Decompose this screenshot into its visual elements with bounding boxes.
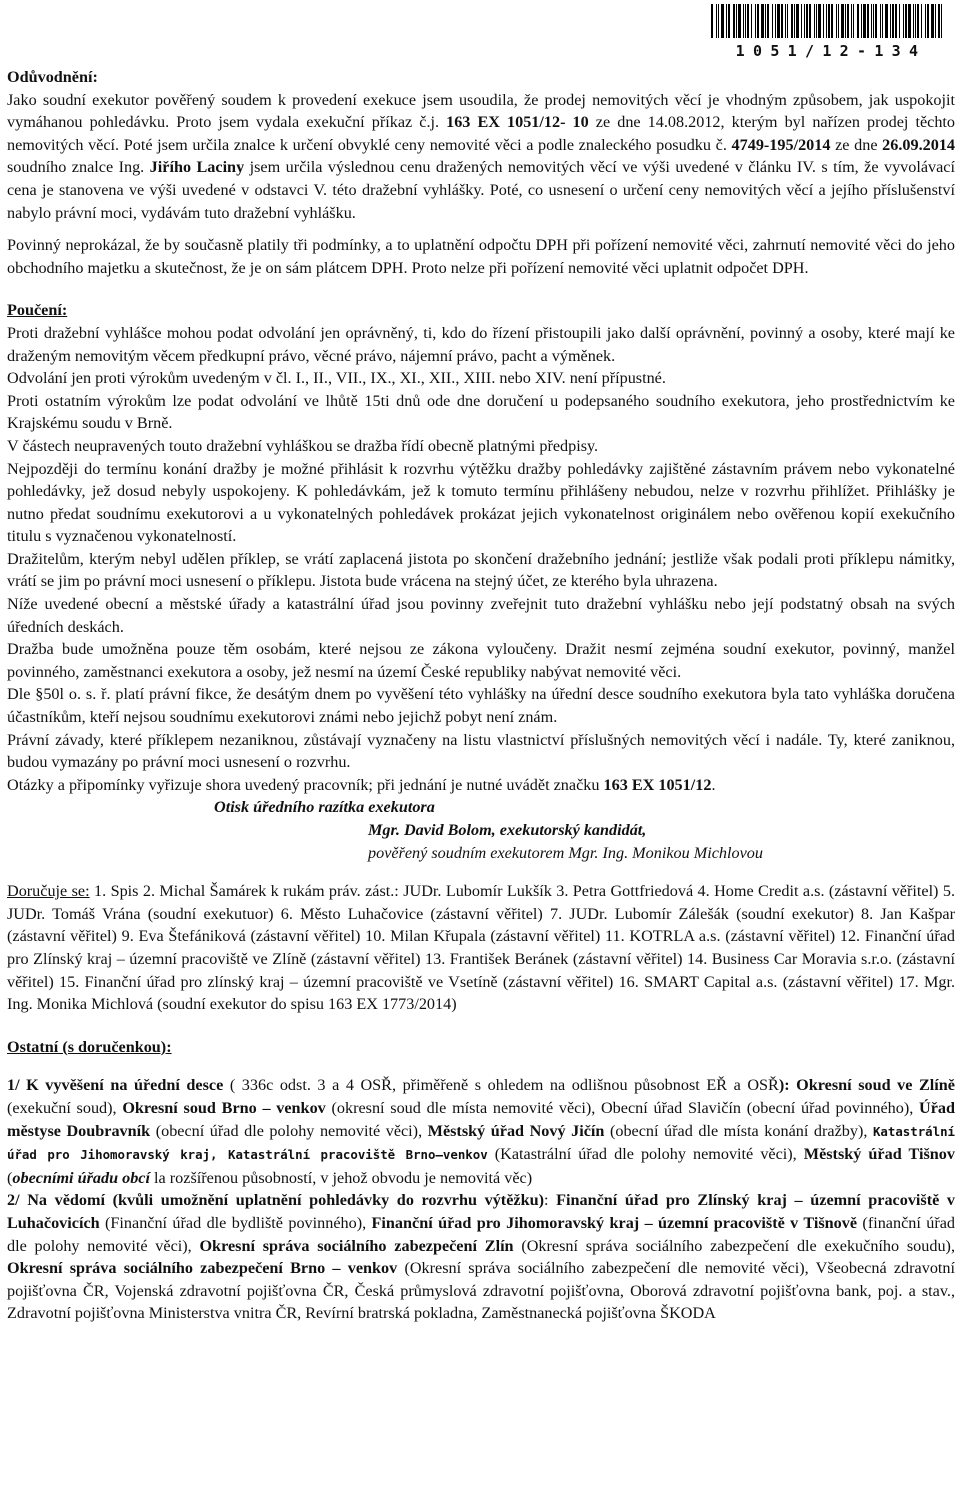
document-body	[7, 66, 955, 1325]
oduvodneni-heading: Odůvodnění:	[7, 68, 98, 86]
pouceni-paragraph: Odvolání jen proti výrokům uvedeným v čl. I., II., VII., IX., XI., XII., XIII. nebo XIV. není přípustné.	[7, 369, 666, 388]
pouceni-paragraph: Dražba bude umožněna pouze těm osobám, které nejsou ze zákona vyloučeny. Dražit nesmí zejména soudní exekutor, povinný, manžel povinného, zaměstnanci exekutora a osoby, jež nesmí na území České republiky nabývat nemovité věci.	[7, 640, 955, 681]
pouceni-paragraph: Níže uvedené obecní a městské úřady a katastrální úřad jsou povinny zveřejnit tuto dražební vyhlášku nebo její podstatný obsah na svých úředních deskách.	[7, 595, 955, 636]
pouceni-paragraph: Nejpozději do termínu konání dražby je možné přihlásit k rozvrhu výtěžku dražby pohledávky zajištěné zástavním právem nebo vykonatelné pohledávky, jež dosud nebyly uspokojeny. K pohledávkám, jež k tomuto termínu přihlášeny nebudou, nelze v rozvrhu přihlížet. Přihlášky je nutno předat soudnímu exekutorovi a u vykonatelných pohledávek prokázat jejich vykonatelnost originálem nebo ověřenou kopií exekučního titulu s vyznačenou vykonatelností.	[7, 459, 955, 546]
oduvodneni-paragraph-1: Jako soudní exekutor pověřený soudem k provedení exekuce jsem usoudila, že prodej nemovitých věcí je vhodným způsobem, jak uspokojit vymáhanou pohledávku. Proto jsem vydala exekuční příkaz č.j. 163 EX 1051/12- 10 ze dne 14.08.2012, kterým byl nařízen prodej těchto nemovitých věcí. Poté jsem určila znalce k určení obvyklé ceny nemovité věci a podle znaleckého posudku č. 4749-195/2014 ze dne 26.09.2014 soudního znalce Ing. Jiřího Laciny jsem určila výslednou cenu dražených nemovitých věcí ve výši uvedené v článku IV. s tím, že vyvolávací cena je stanovena ve výši uvedené v odstavci V. této dražební vyhlášky. Poté, co usnesení o určení ceny nemovitých věcí a jejího příslušenství nabylo právní moci, vydávám tuto dražební vyhlášku.	[7, 90, 955, 222]
barcode-number: 1051/12-134	[735, 42, 927, 60]
pouceni-paragraph: Proti dražební vyhlášce mohou podat odvolání jen oprávněný, ti, kdo do řízení přistoupili jako další oprávnění, povinný a osoby, které mají ke draženým nemovitým věcem předkupní právo, věcné právo, nájemní právo, pacht a výměnek.	[7, 323, 955, 365]
pouceni-questions: Otázky a připomínky vyřizuje shora uvedený pracovník; při jednání je nutné uvádět značku 163 EX 1051/12.	[7, 775, 716, 794]
pouceni-paragraph: Proti ostatním výrokům lze podat odvolání ve lhůtě 15ti dnů ode dne doručení u podepsaného soudního exekutora, jeho prostřednictvím ke Krajskému soudu v Brně.	[7, 391, 955, 433]
pouceni-paragraph: Právní závady, které příklepem nezaniknou, zůstávají vyznačeny na listu vlastnictví příslušných nemovitých věcí i nadále. Ty, které zaniknou, budou vymazány po právní moci usnesení o rozvrhu.	[7, 730, 955, 772]
dorucuje-paragraph: Doručuje se: 1. Spis 2. Michal Šamárek k rukám práv. zást.: JUDr. Lubomír Lukšík 3. Petra Gottfriedová 4. Home Credit a.s. (zástavní věřitel) 5. JUDr. Tomáš Vrána (soudní exekutuor) 6. Město Luhačovice (zástavní věřitel) 7. JUDr. Lubomír Zálešák (soudní exekutor) 8. Jan Kašpar (zástavní věřitel) 9. Eva Štefániková (zástavní věřitel) 10. Milan Křupala (zástavní věřitel) 11. KOTRLA a.s. (zástavní věřitel) 12. Finanční úřad pro Zlínský kraj – územní pracoviště ve Zlíně (zástavní věřitel) 13. František Beránek (zástavní věřitel) 14. Business Car Moravia s.r.o. (zástavní věřitel) 15. Finanční úřad pro zlínský kraj – územní pracoviště ve Vsetíně (zástavní věřitel) 16. SMART Capital a.s. (zástavní věřitel) 17. Mgr. Ing. Monika Michlová (soudní exekutor do spisu 163 EX 1773/2014)	[7, 882, 955, 1014]
pouceni-paragraph: V částech neupravených touto dražební vyhláškou se dražba řídí obecně platnými předpisy.	[7, 436, 599, 455]
pouceni-paragraph: Dražitelům, kterým nebyl udělen příklep, se vrátí zaplacená jistota po skončení dražebního jednání; jestliže však podali proti příklepu námitky, vrátí se jim po právní moci usnesení o příklepu. Jistota bude vrácena na stejný účet, ze kterého byla uhrazena.	[7, 549, 955, 591]
ostatni-item-1: 1/ K vyvěšení na úřední desce ( 336c odst. 3 a 4 OSŘ, přiměřeně s ohledem na odlišnou působnost EŘ a OSŘ): Okresní soud ve Zlíně (exekuční soud), Okresní soud Brno – venkov (okresní soud dle místa nemovité věci), Obecní úřad Slavičín (obecní úřad povinného), Úřad městyse Doubravník (obecní úřad dle polohy nemovité věci), Městský úřad Nový Jičín (obecní úřad dle místa konání dražby), Katastrální úřad pro Jihomoravský kraj, Katastrální pracoviště Brno–venkov (Katastrální úřad dle polohy nemovité věci), Městský úřad Tišnov (obecními úřadu obcí la rozšířenou působností, v jehož obvodu je nemovitá věc)	[7, 1076, 956, 1187]
ostatni-heading: Ostatní (s doručenkou):	[7, 1037, 172, 1056]
pouceni-heading: Poučení:	[7, 301, 68, 320]
stamp-placeholder: Otisk úředního razítka exekutora	[214, 798, 435, 817]
signatory-name: Mgr. David Bolom, exekutorský kandidát,	[368, 821, 647, 839]
pouceni-paragraph: Dle §50l o. s. ř. platí právní fikce, že desátým dnem po vyvěšení této vyhlášky na úřední desce soudního exekutora byla tato vyhláška doručena účastníkům, kteří nejsou soudnímu exekutorovi známi nebo jejichž pobyt není znám.	[7, 685, 955, 727]
document-page	[7, 0, 955, 1512]
dorucuje-label: Doručuje se:	[7, 882, 90, 901]
ostatni-item-2: 2/ Na vědomí (kvůli umožnění uplatnění pohledávky do rozvrhu výtěžku): Finanční úřad pro Zlínský kraj – územní pracoviště v Luhačovicích (Finanční úřad dle bydliště povinného), Finanční úřad pro Jihomoravský kraj – územní pracoviště v Tišnově (finanční úřad dle polohy nemovité věci), Okresní správa sociálního zabezpečení Zlín (Okresní správa sociálního zabezpečení dle exekučního soudu), Okresní správa sociálního zabezpečení Brno – venkov (Okresní správa sociálního zabezpečení dle nemovité věci), Všeobecná zdravotní pojišťovna ČR, Vojenská zdravotní pojišťovna ČR, Česká průmyslová zdravotní pojišťovna, Oborová zdravotní pojišťovna bank, poj. a stav., Zdravotní pojišťovna Ministerstva vnitra ČR, Revírní bratrská pokladna, Zaměstnanecká pojišťovna ŠKODA	[7, 1191, 956, 1323]
oduvodneni-paragraph-2: Povinný neprokázal, že by současně platily tři podmínky, a to uplatnění odpočtu DPH při pořízení nemovité věci, zahrnutí nemovité věci do jeho obchodního majetku a skutečnost, že je on sám plátcem DPH. Proto nelze při pořízení nemovité věci uplatnit odpočet DPH.	[7, 236, 955, 277]
signatory-authorization: pověřený soudním exekutorem Mgr. Ing. Monikou Michlovou	[368, 843, 763, 862]
